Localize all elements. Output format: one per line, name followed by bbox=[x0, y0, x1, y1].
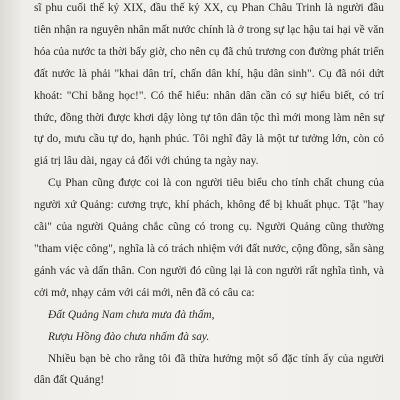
paragraph-closing: Nhiều bạn bè cho rằng tôi đã thừa hưởng một số đặc tính ấy của người dân đất Quảng! bbox=[34, 352, 384, 387]
paragraph-nguoi-quang: Cụ Phan cũng được coi là con người tiêu biểu cho tính chất chung của người xứ Quảng: cương trực, khí phách, không để bị khuất phục. Tật "hay cãi" của người Quảng chắc cũng có trong cụ. Người Quảng cũng thường "tham việc công", nghĩa là có trách nhiệm với đất nước, cộng đồng, sẵn sàng gánh vác và dấn thân. Con người đó cũng lại là con người rất nghĩa tình, và cởi mở, nhạy cảm với cái mới, nên đã có câu ca: bbox=[34, 177, 384, 299]
paragraph-phan-chau-trinh: sĩ phu cuối thế kỷ XIX, đầu thế kỷ XX, cụ Phan Châu Trinh là người đầu tiên nhận ra nguyên nhân mất nước chính là ở trong sự lạc hậu tai hại về văn hóa của nước ta thời bấy giờ, cho nên cụ đã chủ trương con đường phát triển đất nước là phải "khai dân trí, chấn dân khí, hậu dân sinh". Cụ đã nói dứt khoát: "Chỉ bằng học!". Có thể hiểu: nhân dân cần có sự hiểu biết, có trí thức, đồng thời được khơi dậy lòng tự tôn dân tộc thì mới mong làm nên sự tự do, mưu cầu tự do, hạnh phúc. Tôi nghĩ đây là một tư tưởng lớn, còn có giá trị lâu dài, ngay cả đối với chúng ta ngày nay. bbox=[34, 2, 384, 168]
verse-line-2: Rượu Hồng đào chưa nhấm đà say. bbox=[48, 330, 210, 343]
page-body bbox=[34, 0, 384, 392]
verse-line-1: Đất Quảng Nam chưa mưa đà thấm, bbox=[48, 308, 215, 321]
